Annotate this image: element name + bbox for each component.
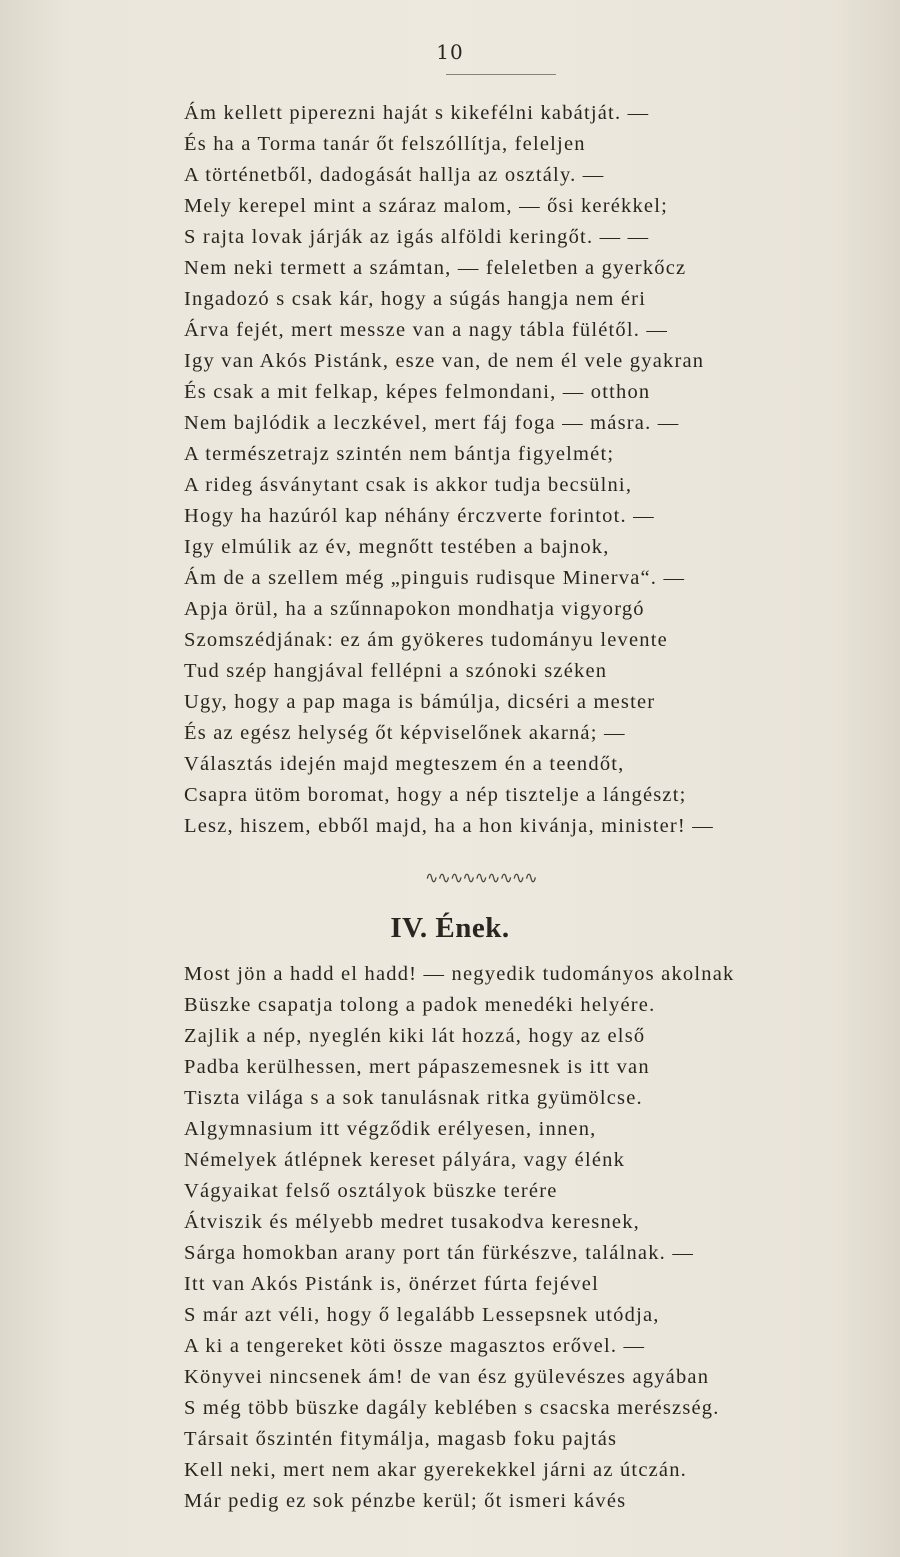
verse-line: És csak a mit felkap, képes felmondani, — otthon xyxy=(184,381,651,403)
verse-line: A ki a tengereket köti össze magasztos erővel. — xyxy=(184,1335,646,1357)
verse-line: Könyvei nincsenek ám! de van ész gyülevészes agyában xyxy=(184,1366,710,1388)
verse-line: Árva fejét, mert messze van a nagy tábla fülétől. — xyxy=(184,319,669,341)
verse-line: A rideg ásványtant csak is akkor tudja becsülni, xyxy=(184,474,633,496)
verse-line: Nem bajlódik a leczkével, mert fáj foga — másra. — xyxy=(184,412,680,434)
chapter-heading: IV. Ének. xyxy=(390,912,510,944)
verse-line: Társait őszintén fitymálja, magasb foku pajtás xyxy=(184,1428,618,1450)
verse-line: Algymnasium itt végződik erélyesen, innen, xyxy=(184,1118,597,1140)
verse-line: Tud szép hangjával fellépni a szónoki széken xyxy=(184,660,608,682)
verse-line: Igy elmúlik az év, megnőtt testében a bajnok, xyxy=(184,536,610,558)
verse-line: Itt van Akós Pistánk is, önérzet fúrta fejével xyxy=(184,1273,599,1295)
verse-line: Zajlik a nép, nyeglén kiki lát hozzá, hogy az első xyxy=(184,1025,646,1047)
verse-line: Tiszta világa s a sok tanulásnak ritka gyümölcse. xyxy=(184,1087,643,1109)
verse-line: Kell neki, mert nem akar gyerekekkel járni az útczán. xyxy=(184,1459,687,1481)
verse-line: Ám de a szellem még „pinguis rudisque Minerva“. — xyxy=(184,567,686,589)
verse-line: S még több büszke dagály keblében s csacska merészség. xyxy=(184,1397,720,1419)
verse-line: Ám kellett piperezni haját s kikefélni kabátját. — xyxy=(184,102,650,124)
verse-line: Padba kerülhessen, mert pápaszemesnek is itt van xyxy=(184,1056,650,1078)
verse-line: A történetből, dadogását hallja az osztály. — xyxy=(184,164,605,186)
section-divider-ornament: ∿∿∿∿∿∿∿∿∿ xyxy=(425,868,537,887)
verse-line: Választás idején majd megteszem én a teendőt, xyxy=(184,753,625,775)
verse-line: Büszke csapatja tolong a padok menedéki helyére. xyxy=(184,994,656,1016)
verse-line: Apja örül, ha a szűnnapokon mondhatja vigyorgó xyxy=(184,598,645,620)
verse-line: Nem neki termett a számtan, — feleletben a gyerkőcz xyxy=(184,257,687,279)
verse-line: Ugy, hogy a pap maga is bámúlja, dicséri a mester xyxy=(184,691,656,713)
verse-line: Mely kerepel mint a száraz malom, — ősi kerékkel; xyxy=(184,195,669,217)
verse-line: S már azt véli, hogy ő legalább Lessepsnek utódja, xyxy=(184,1304,660,1326)
verse-line: Szomszédjának: ez ám gyökeres tudományu levente xyxy=(184,629,668,651)
verse-line: És ha a Torma tanár őt felszóllítja, feleljen xyxy=(184,133,586,155)
verse-line: Most jön a hadd el hadd! — negyedik tudományos akolnak xyxy=(184,963,735,985)
verse-line: Igy van Akós Pistánk, esze van, de nem él vele gyakran xyxy=(184,350,705,372)
verse-line: A természetrajz szintén nem bántja figyelmét; xyxy=(184,443,615,465)
page-number: 10 xyxy=(436,40,464,64)
verse-line: Ingadozó s csak kár, hogy a súgás hangja nem éri xyxy=(184,288,647,310)
verse-line: Hogy ha hazúról kap néhány érczverte forintot. — xyxy=(184,505,655,527)
verse-line: És az egész helység őt képviselőnek akarná; — xyxy=(184,722,626,744)
verse-line: S rajta lovak járják az igás alföldi keringőt. — — xyxy=(184,226,650,248)
verse-line: Sárga homokban arany port tán fürkészve, találnak. — xyxy=(184,1242,695,1264)
verse-line: Átviszik és mélyebb medret tusakodva keresnek, xyxy=(184,1211,640,1233)
verse-line: Már pedig ez sok pénzbe kerül; őt ismeri kávés xyxy=(184,1490,627,1512)
verse-line: Lesz, hiszem, ebből majd, ha a hon kivánja, minister! — xyxy=(184,815,714,837)
verse-line: Némelyek átlépnek kereset pályára, vagy élénk xyxy=(184,1149,626,1171)
verse-line: Vágyaikat felső osztályok büszke terére xyxy=(184,1180,558,1202)
header-rule xyxy=(446,74,556,75)
verse-line: Csapra ütöm boromat, hogy a nép tisztelje a lángészt; xyxy=(184,784,687,806)
